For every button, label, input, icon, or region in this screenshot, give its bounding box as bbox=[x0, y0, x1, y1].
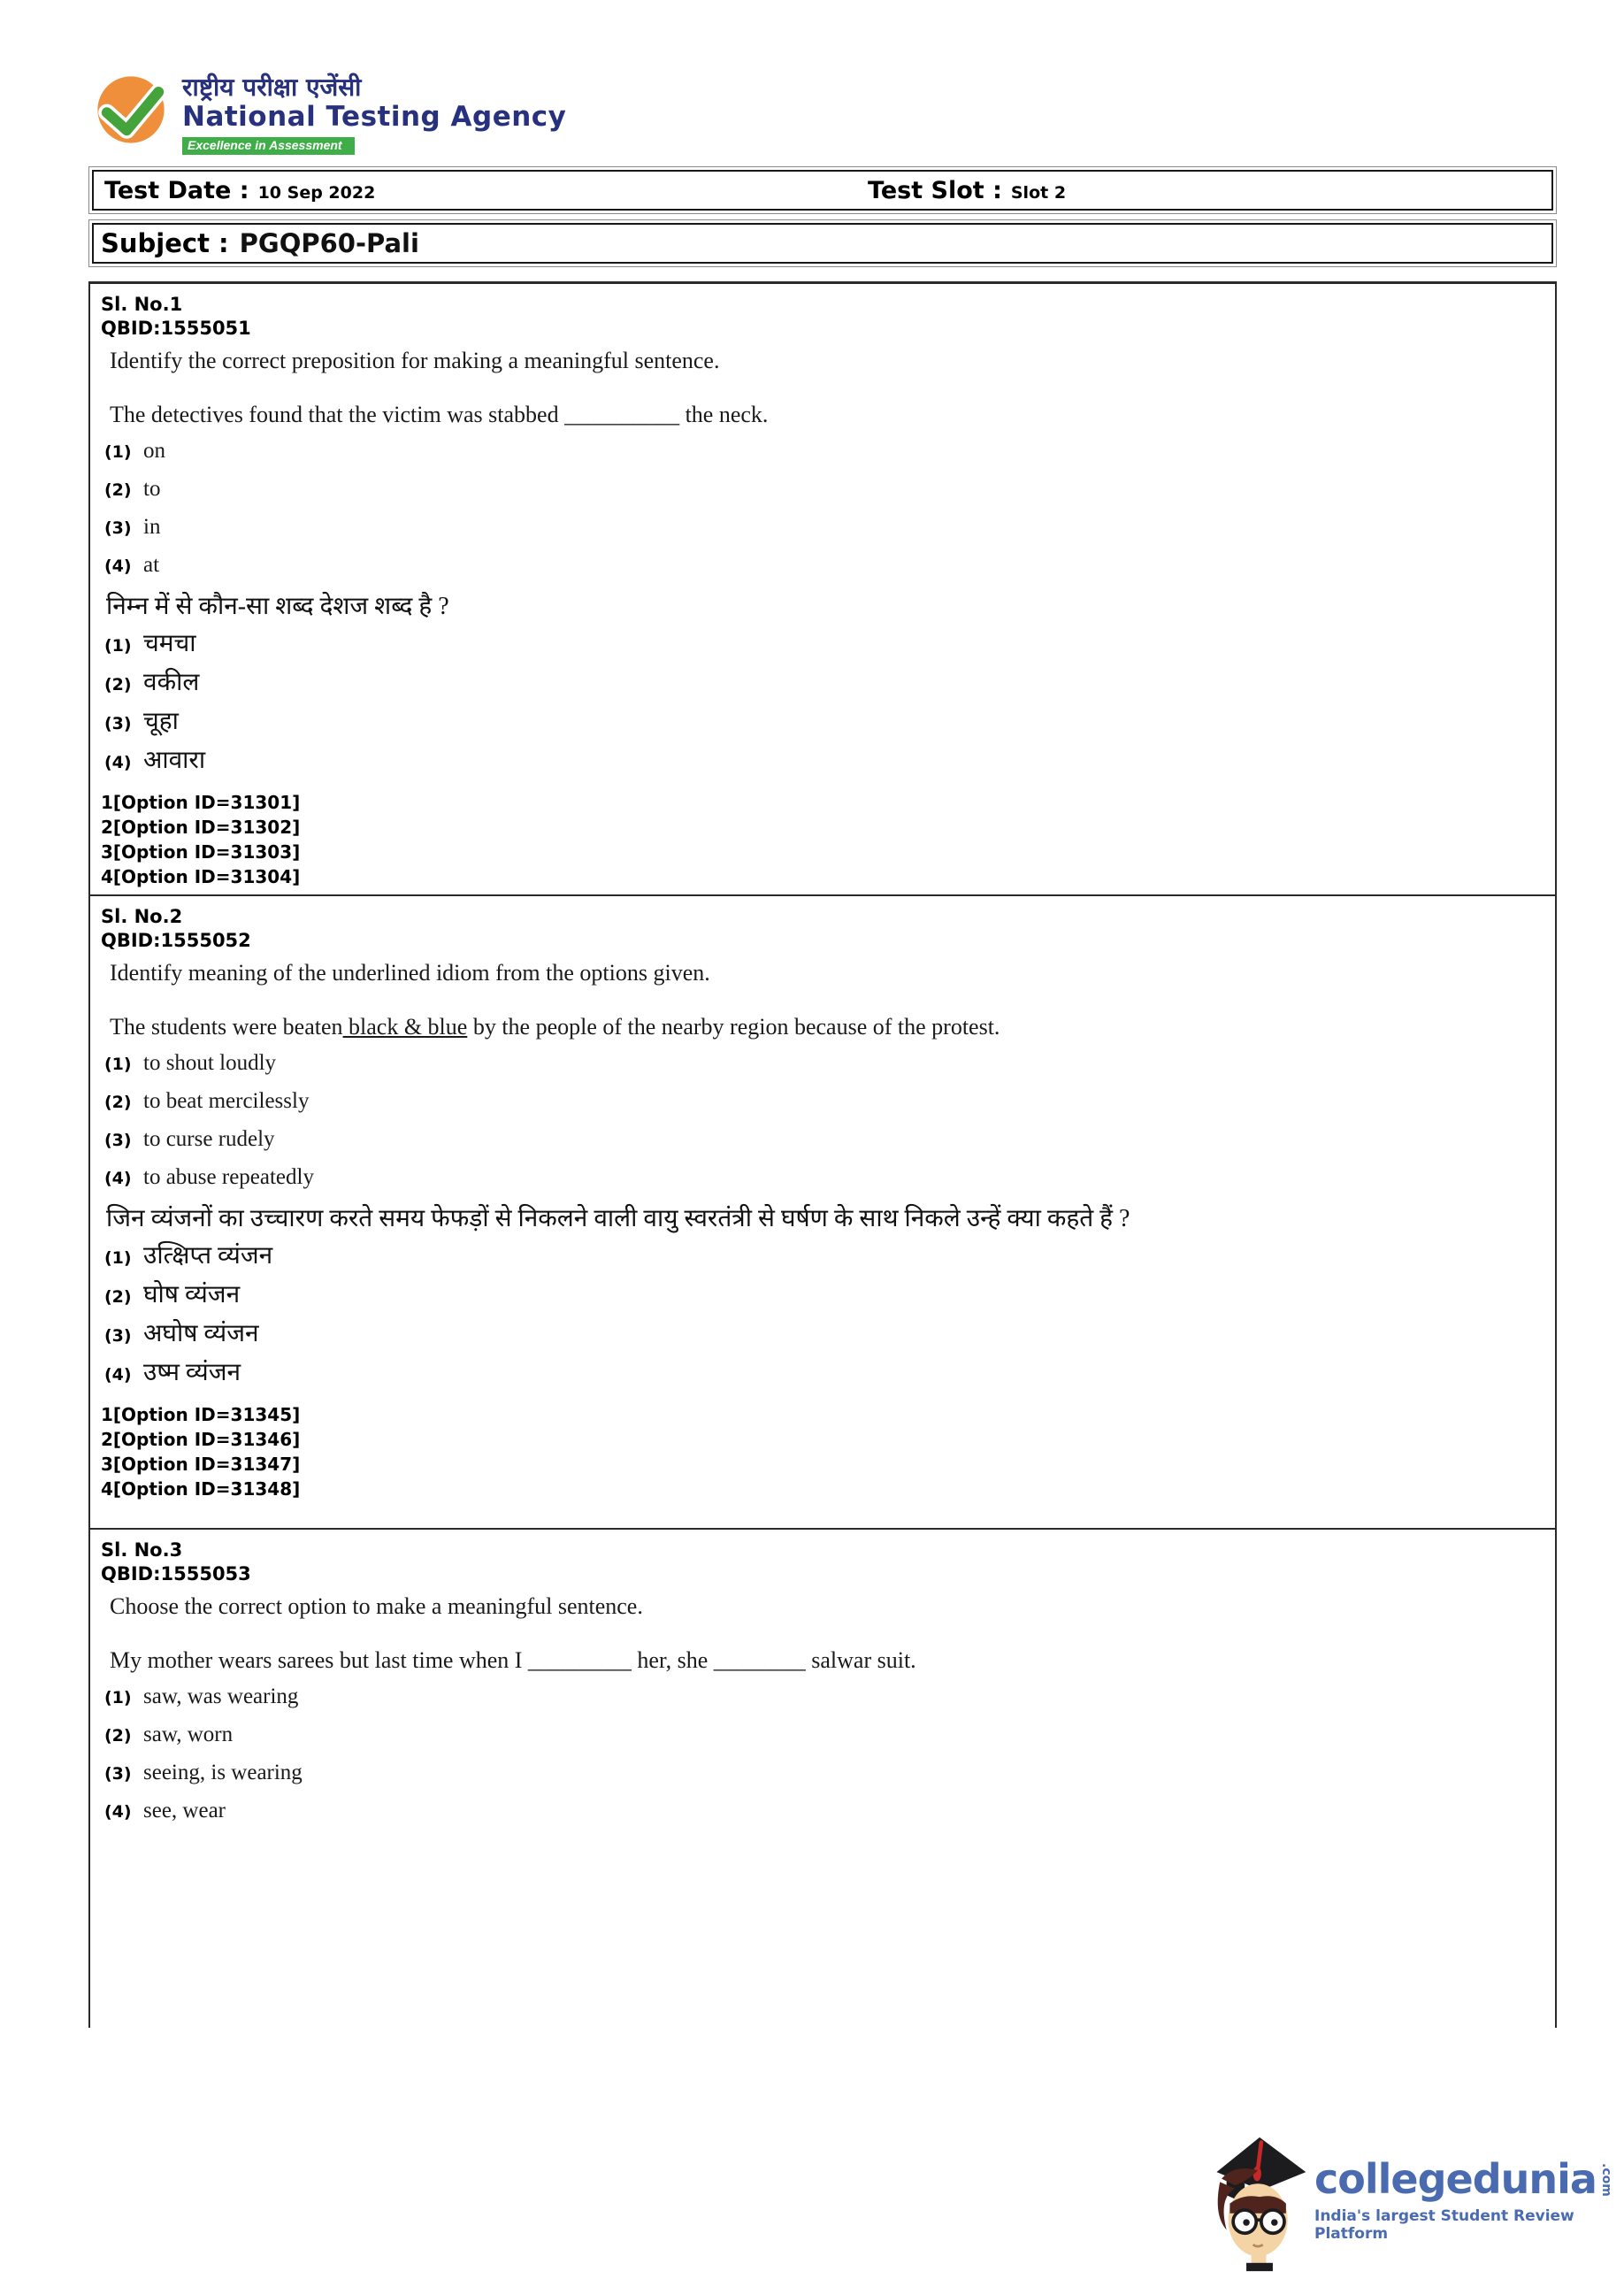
option-number: (2) bbox=[104, 1287, 132, 1307]
q2-hindi-option-3 bbox=[101, 1319, 1541, 1349]
q2-option-ids bbox=[101, 1402, 1541, 1501]
q1-option-4 bbox=[101, 552, 1541, 579]
test-info-bar bbox=[88, 166, 1557, 214]
q3-option-2 bbox=[101, 1722, 1541, 1749]
subject-bar bbox=[88, 219, 1557, 267]
q1-qbid: QBID:1555051 bbox=[101, 318, 251, 339]
option-id-line: 2[Option ID=31302] bbox=[101, 817, 301, 838]
test-date-label: Test Date : bbox=[104, 176, 249, 204]
q3-sentence: My mother wears sarees but last time when I _________ her, she ________ salwar suit. bbox=[110, 1647, 916, 1673]
option-text: आवारा bbox=[143, 747, 206, 774]
option-number: (3) bbox=[104, 714, 132, 733]
collegedunia-student-avatar-icon bbox=[1210, 2123, 1309, 2278]
option-id-line: 2[Option ID=31346] bbox=[101, 1429, 301, 1450]
nta-english-name: National Testing Agency bbox=[182, 101, 567, 134]
nta-hindi-name: राष्ट्रीय परीक्षा एजेंसी bbox=[182, 73, 362, 102]
option-number: (4) bbox=[104, 1169, 132, 1188]
q2-option-2 bbox=[101, 1088, 1541, 1116]
test-date-value: 10 Sep 2022 bbox=[257, 182, 376, 203]
q2-qbid: QBID:1555052 bbox=[101, 930, 251, 951]
option-number: (4) bbox=[104, 1802, 132, 1822]
option-text: at bbox=[143, 553, 160, 577]
q1-hindi-option-4 bbox=[101, 746, 1541, 776]
q2-hindi-option-2 bbox=[101, 1280, 1541, 1310]
q3-qbid: QBID:1555053 bbox=[101, 1563, 251, 1585]
q1-instruction: Identify the correct preposition for making a meaningful sentence. bbox=[110, 348, 720, 373]
option-number: (2) bbox=[104, 1726, 132, 1746]
collegedunia-brand-text: collegedunia bbox=[1314, 2155, 1597, 2203]
q3-option-3 bbox=[101, 1760, 1541, 1787]
option-text: उष्म व्यंजन bbox=[143, 1359, 241, 1386]
question-section-2 bbox=[90, 894, 1555, 1528]
option-number: (3) bbox=[104, 518, 132, 538]
q2-sentence: The students were beaten black & blue by the people of the nearby region because of the protest. bbox=[110, 1014, 1000, 1040]
option-id-line: 1[Option ID=31345] bbox=[101, 1404, 301, 1425]
q2-option-3 bbox=[101, 1126, 1541, 1154]
q1-option-1 bbox=[101, 438, 1541, 465]
option-number: (1) bbox=[104, 636, 132, 656]
subject-label: Subject : bbox=[101, 228, 229, 258]
q1-hindi-option-3 bbox=[101, 707, 1541, 737]
option-number: (2) bbox=[104, 675, 132, 694]
option-number: (1) bbox=[104, 442, 132, 462]
test-slot-label: Test Slot : bbox=[868, 176, 1002, 204]
q2-options-en bbox=[101, 1050, 1541, 1192]
q1-option-2 bbox=[101, 476, 1541, 503]
option-number: (3) bbox=[104, 1764, 132, 1784]
underlined-idiom: black & blue bbox=[342, 1014, 468, 1040]
q2-hindi-option-4 bbox=[101, 1358, 1541, 1388]
q1-options-hi bbox=[101, 629, 1541, 776]
question-section-3 bbox=[90, 1528, 1555, 2030]
option-number: (1) bbox=[104, 1688, 132, 1707]
option-number: (2) bbox=[104, 1093, 132, 1112]
q1-sl-no: Sl. No.1 bbox=[101, 294, 183, 315]
questions-box bbox=[88, 281, 1557, 2028]
q2-instruction: Identify meaning of the underlined idiom from the options given. bbox=[110, 960, 710, 986]
option-text: उत्क्षिप्त व्यंजन bbox=[143, 1242, 273, 1270]
option-text: saw, was wearing bbox=[143, 1684, 299, 1708]
q2-option-4 bbox=[101, 1164, 1541, 1192]
option-id-line: 3[Option ID=31303] bbox=[101, 841, 301, 863]
option-number: (4) bbox=[104, 1365, 132, 1385]
option-number: (2) bbox=[104, 480, 132, 500]
option-number: (4) bbox=[104, 753, 132, 772]
option-number: (3) bbox=[104, 1326, 132, 1346]
q2-hindi-question: जिन व्यंजनों का उच्चारण करते समय फेफड़ों से निकलने वाली वायु स्वरतंत्री से घर्षण के साथ निकले उन्हें क्या कहते हैं ? bbox=[106, 1205, 1130, 1232]
nta-logo bbox=[96, 74, 566, 155]
option-text: to shout loudly bbox=[143, 1051, 277, 1075]
option-text: to beat mercilessly bbox=[143, 1089, 310, 1113]
q3-sl-no: Sl. No.3 bbox=[101, 1539, 183, 1561]
option-id-line: 1[Option ID=31301] bbox=[101, 792, 301, 813]
option-text: अघोष व्यंजन bbox=[143, 1320, 259, 1347]
option-id-line: 4[Option ID=31348] bbox=[101, 1478, 301, 1500]
option-number: (3) bbox=[104, 1131, 132, 1150]
nta-tagline-badge: Excellence in Assessment bbox=[182, 137, 355, 155]
option-text: वकील bbox=[143, 669, 200, 696]
q1-hindi-question: निम्न में से कौन-सा शब्द देशज शब्द है ? bbox=[106, 593, 449, 620]
option-id-line: 3[Option ID=31347] bbox=[101, 1454, 301, 1475]
option-text: to abuse repeatedly bbox=[143, 1165, 314, 1189]
option-text: seeing, is wearing bbox=[143, 1761, 303, 1784]
q2-option-1 bbox=[101, 1050, 1541, 1078]
q3-instruction: Choose the correct option to make a meaningful sentence. bbox=[110, 1593, 643, 1619]
option-number: (1) bbox=[104, 1055, 132, 1074]
option-text: to bbox=[143, 477, 161, 501]
q1-sentence: The detectives found that the victim was stabbed __________ the neck. bbox=[110, 402, 769, 427]
collegedunia-tld-text: .com bbox=[1598, 2163, 1613, 2197]
nta-check-mark-icon bbox=[96, 74, 166, 150]
q2-options-hi bbox=[101, 1241, 1541, 1388]
q2-sl-no: Sl. No.2 bbox=[101, 906, 183, 927]
option-text: in bbox=[143, 515, 161, 539]
q1-options-en bbox=[101, 438, 1541, 579]
q3-option-1 bbox=[101, 1684, 1541, 1711]
q1-option-ids bbox=[101, 790, 1541, 889]
option-number: (1) bbox=[104, 1248, 132, 1268]
option-text: on bbox=[143, 439, 165, 463]
option-text: चूहा bbox=[143, 708, 179, 735]
q1-hindi-option-2 bbox=[101, 668, 1541, 698]
option-text: घोष व्यंजन bbox=[143, 1281, 241, 1308]
option-number: (4) bbox=[104, 556, 132, 576]
question-section-1 bbox=[90, 284, 1555, 894]
option-text: see, wear bbox=[143, 1799, 226, 1822]
q3-option-4 bbox=[101, 1798, 1541, 1825]
q1-hindi-option-1 bbox=[101, 629, 1541, 659]
option-text: चमचा bbox=[143, 630, 196, 657]
subject-value: PGQP60-Pali bbox=[239, 228, 419, 258]
option-id-line: 4[Option ID=31304] bbox=[101, 866, 301, 887]
option-text: to curse rudely bbox=[143, 1127, 275, 1151]
collegedunia-tagline: India's largest Student Review Platform bbox=[1314, 2207, 1574, 2243]
option-text: saw, worn bbox=[143, 1723, 234, 1746]
collegedunia-logo bbox=[1210, 2122, 1624, 2279]
q1-option-3 bbox=[101, 514, 1541, 541]
test-slot-value: Slot 2 bbox=[1010, 182, 1067, 203]
q2-hindi-option-1 bbox=[101, 1241, 1541, 1271]
q3-options-en bbox=[101, 1684, 1541, 1825]
